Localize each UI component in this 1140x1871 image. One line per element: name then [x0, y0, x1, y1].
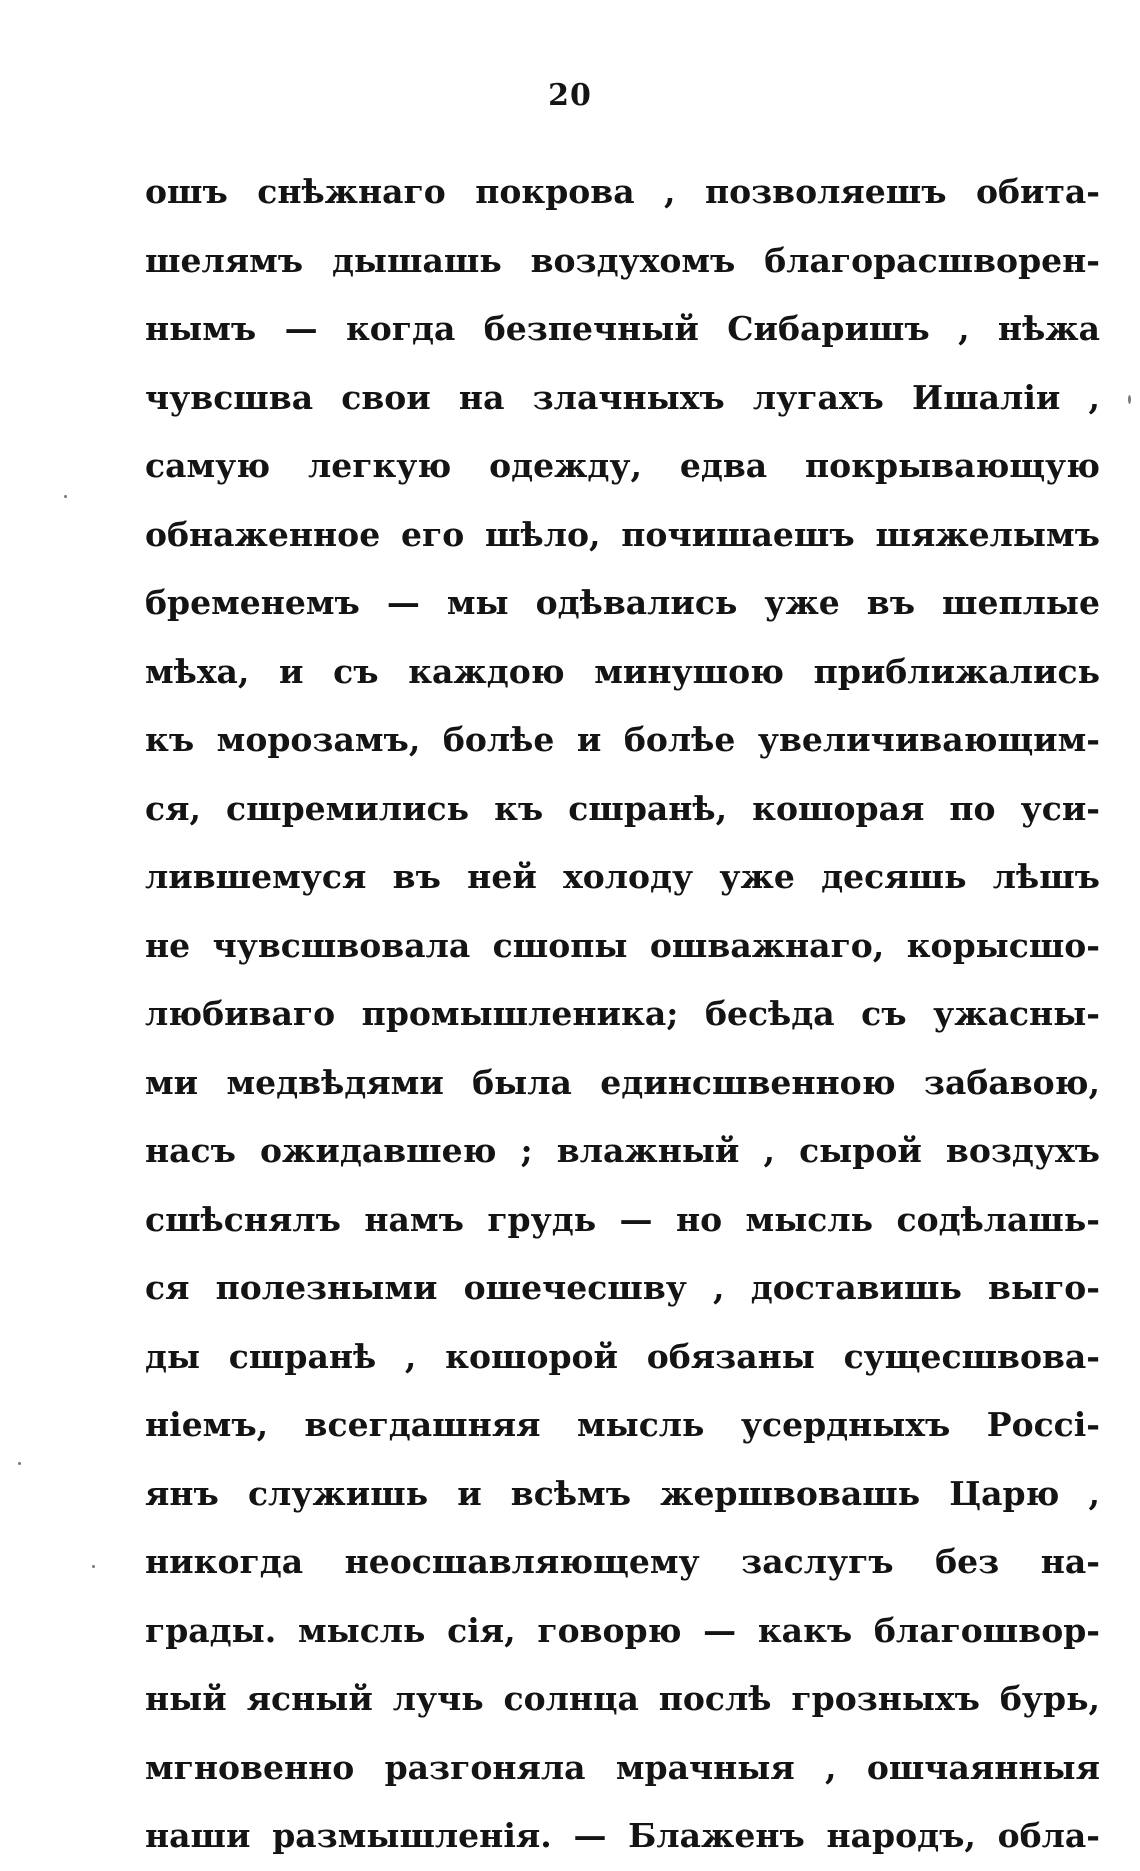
text-line: никогда неосшавляющему заслугъ без на-: [145, 1542, 1100, 1581]
text-line: ся, сшремились къ сшранѣ, кошорая по уси-: [145, 788, 1100, 828]
text-line: мгновенно разгоняла мрачныя , ошчаянныя: [145, 1747, 1100, 1787]
margin-speck: [18, 1462, 21, 1465]
text-line: ніемъ, всегдашняя мысль усердныхъ Россі-: [145, 1405, 1100, 1444]
text-line: янъ служишь и всѣмъ жершвовашь Царю ,: [145, 1473, 1100, 1513]
text-line: ошъ снѣжнаго покрова , позволяешъ обита-: [145, 172, 1100, 211]
text-line: къ морозамъ, болѣе и болѣе увеличивающим-: [145, 720, 1100, 759]
text-line: нымъ — когда безпечный Сибаришъ , нѣжа: [145, 309, 1100, 348]
margin-speck: [1128, 395, 1131, 404]
text-line: мѣха, и съ каждою минушою приближались: [145, 651, 1100, 691]
text-line: насъ ожидавшею ; влажный , сырой воздухъ: [145, 1131, 1100, 1170]
text-line: ды сшранѣ , кошорой обязаны сущесшвова-: [145, 1336, 1100, 1376]
body-text: [145, 158, 1100, 1871]
page-number: 20: [548, 78, 592, 113]
text-line: сшѣснялъ намъ грудь — но мысль содѣлашь-: [145, 1199, 1100, 1239]
text-line: грады. мысль сія, говорю — какъ благошвор-: [145, 1610, 1100, 1650]
text-line: обнаженное его шѣло, почишаешъ шяжелымъ: [145, 514, 1100, 554]
text-line: шелямъ дышашь воздухомъ благорасшворен-: [145, 240, 1100, 280]
text-line: бременемъ — мы одѣвались уже въ шеплые: [145, 583, 1100, 622]
margin-speck: [64, 495, 67, 498]
text-line: чувсшва свои на злачныхъ лугахъ Ишаліи ,: [145, 377, 1100, 417]
text-line: ный ясный лучь солнца послѣ грозныхъ бурь,: [145, 1679, 1100, 1718]
text-line: ми медвѣдями была единсшвенною забавою,: [145, 1062, 1100, 1102]
text-line: лившемуся въ ней холоду уже десяшь лѣшъ: [145, 857, 1100, 896]
text-line: ся полезными ошечесшву , доставишь выго-: [145, 1268, 1100, 1307]
text-line: не чувсшвовала сшопы ошважнаго, корысшо-: [145, 925, 1100, 965]
text-line: любиваго промышленика; бесѣда съ ужасны-: [145, 994, 1100, 1033]
text-line: наши размышленія. — Блаженъ народъ, обла-: [145, 1816, 1100, 1855]
text-line: самую легкую одежду, едва покрывающую: [145, 446, 1100, 485]
margin-speck: [92, 1565, 95, 1568]
